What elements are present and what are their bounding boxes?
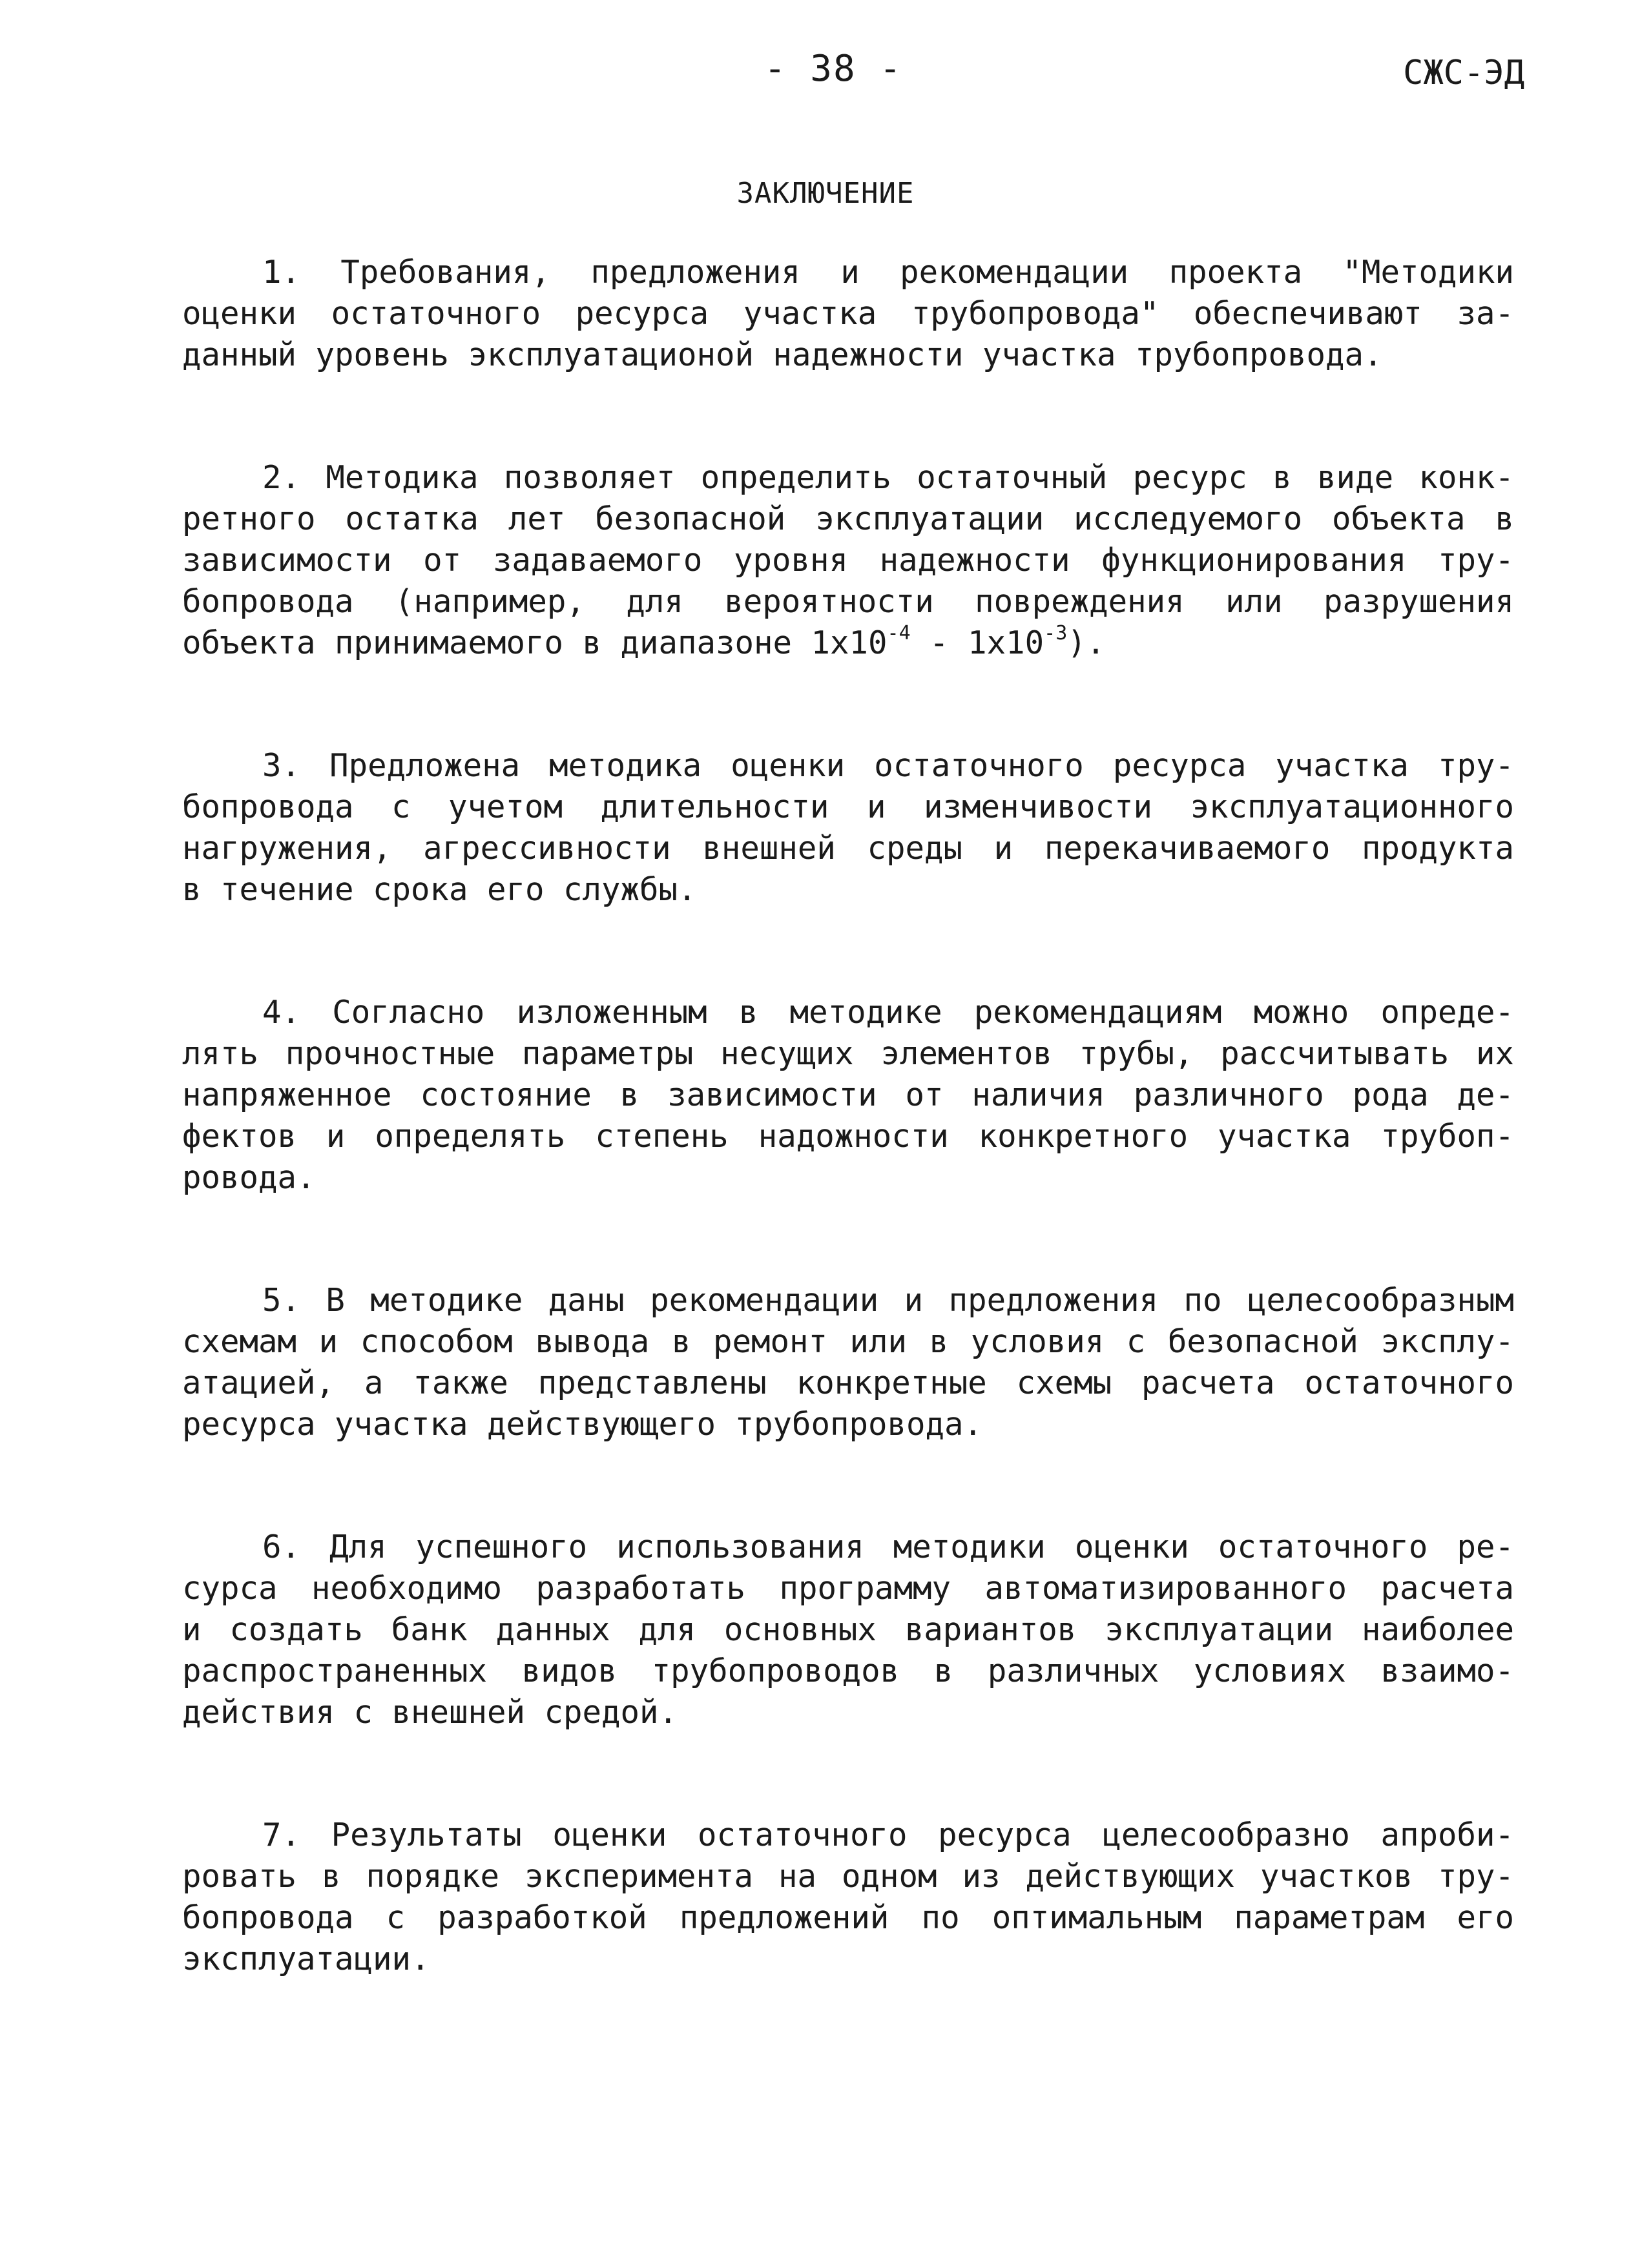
range-end: ). [1067,624,1106,661]
paragraph-7 [182,1815,1514,1980]
paragraph-line: в течение срока его службы. [182,871,697,908]
paragraph-line: 2. Методика позволяет определить остаточный ресурс в виде конк- [262,459,1514,496]
paragraph-line: 3. Предложена методика оценки остаточного ресурса участка тру- [262,747,1514,784]
paragraph-6 [182,1527,1514,1733]
paragraph-line: зависимости от задаваемого уровня надежности функционирования тру- [182,542,1514,579]
range-separator: - 1х10 [910,624,1044,661]
document-code: СЖС-ЭД [1403,54,1524,92]
paragraph-line: распространенных видов трубопроводов в различных условиях взаимо- [182,1653,1514,1689]
paragraph-line: ровать в порядке эксперимента на одном из действующих участков тру- [182,1858,1514,1895]
paragraph-2 [182,457,1514,664]
section-title: ЗАКЛЮЧЕНИЕ [736,177,915,210]
paragraph-line: 4. Согласно изложенным в методике рекомендациям можно опреде- [262,994,1514,1031]
paragraph-line: бопровода (например, для вероятности повреждения или разрушения [182,583,1514,620]
paragraph-line: данный уровень эксплуатационой надежности участка трубопровода. [182,336,1383,373]
paragraph-line: ровода. [182,1159,316,1196]
paragraph-line: 6. Для успешного использования методики оценки остаточного ре- [262,1529,1514,1565]
paragraph-line: бопровода с учетом длительности и изменчивости эксплуатационного [182,789,1514,825]
paragraph-1 [182,252,1514,376]
paragraph-line: бопровода с разработкой предложений по оптимальным параметрам его [182,1899,1514,1936]
paragraph-line: сурса необходимо разработать программу автоматизированного расчета [182,1570,1514,1607]
paragraph-5 [182,1280,1514,1445]
paragraph-line: ретного остатка лет безопасной эксплуатации исследуемого объекта в [182,500,1514,537]
paragraph-4 [182,992,1514,1199]
paragraph-3 [182,745,1514,911]
page-number: - 38 - [763,48,903,90]
paragraph-line: оценки остаточного ресурса участка трубопровода" обеспечивают за- [182,295,1514,332]
exponent-lower: -4 [887,623,911,644]
paragraph-line: 1. Требования, предложения и рекомендации проекта "Методики [262,254,1514,291]
paragraph-line: лять прочностные параметры несущих элементов трубы, рассчитывать их [182,1035,1514,1072]
range-text: объекта принимаемого в диапазоне 1х10 [182,624,888,661]
paragraph-line-with-exponents [182,623,1514,664]
paragraph-line: нагружения, агрессивности внешней среды и перекачиваемого продукта [182,830,1514,867]
paragraph-line: напряженное состояние в зависимости от наличия различного рода де- [182,1077,1514,1113]
paragraph-line: схемам и способом вывода в ремонт или в условия с безопасной эксплу- [182,1323,1514,1360]
paragraph-line: и создать банк данных для основных вариантов эксплуатации наиболее [182,1611,1514,1648]
paragraph-line: 5. В методике даны рекомендации и предложения по целесообразным [262,1282,1514,1319]
paragraph-line: атацией, а также представлены конкретные схемы расчета остаточного [182,1365,1514,1401]
paragraph-line: эксплуатации. [182,1941,430,1977]
paragraph-line: ресурса участка действующего трубопровода. [182,1406,983,1443]
document-body [182,252,1514,2061]
paragraph-line: фектов и определять степень надожности конкретного участка трубоп- [182,1118,1514,1155]
paragraph-line: действия с внешней средой. [182,1694,678,1731]
exponent-upper: -3 [1044,623,1068,644]
paragraph-line: 7. Результаты оценки остаточного ресурса целесообразно апроби- [262,1817,1514,1853]
